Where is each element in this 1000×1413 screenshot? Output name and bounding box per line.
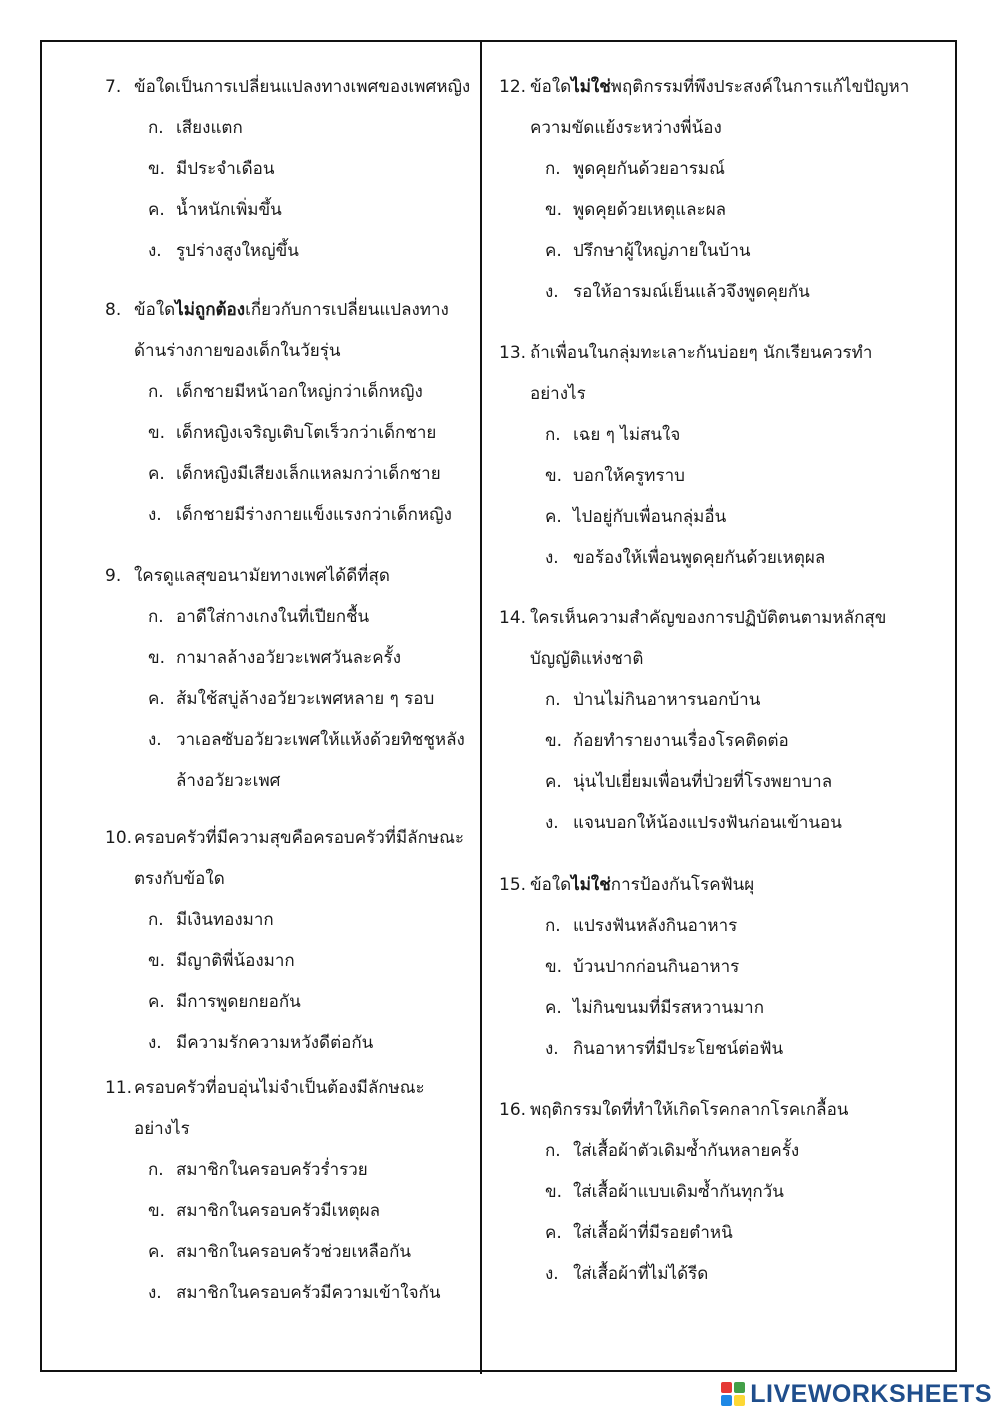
question-text: ข้อใดเป็นการเปลี่ยนแปลงทางเพศของเพศหญิง (134, 77, 471, 97)
question-text: ข้อใด (530, 77, 572, 97)
option-text: เด็กหญิงมีเสียงเล็กแหลมกว่าเด็กชาย (176, 464, 441, 484)
question-8 (105, 290, 449, 331)
question-number: 15. (499, 875, 527, 895)
answer-option[interactable] (545, 1254, 709, 1295)
answer-option[interactable] (545, 272, 810, 313)
option-text: ป่านไม่กินอาหารนอกบ้าน (573, 690, 761, 710)
question-12 (499, 67, 909, 108)
question-11 (105, 1068, 425, 1109)
question-text-continued: ด้านร่างกายของเด็กในวัยรุ่น (134, 341, 341, 361)
question-number: 13. (499, 343, 527, 363)
option-label: ง. (545, 282, 559, 302)
question-emphasis: ไม่ใช่ (571, 875, 611, 895)
question-text: ถ้าเพื่อนในกลุ่มทะเลาะกันบ่อยๆ นักเรียนควรทำ (530, 343, 873, 363)
option-label: ก. (545, 690, 561, 710)
option-label: ค. (148, 992, 165, 1012)
option-text: สมาชิกในครอบครัวมีความเข้าใจกัน (176, 1283, 441, 1303)
option-text: รอให้อารมณ์เย็นแล้วจึงพูดคุยกัน (573, 282, 810, 302)
answer-option[interactable] (148, 454, 441, 495)
option-label: ค. (545, 1223, 562, 1243)
answer-option[interactable] (148, 597, 370, 638)
option-label: ข. (545, 731, 563, 751)
liveworksheets-logo-icon (720, 1381, 746, 1407)
option-text: พูดคุยกันด้วยอารมณ์ (573, 159, 725, 179)
answer-option[interactable] (545, 803, 842, 844)
option-label: ง. (148, 730, 162, 750)
answer-option[interactable] (148, 495, 452, 536)
answer-option[interactable] (545, 1029, 784, 1070)
option-text: ปรึกษาผู้ใหญ่ภายในบ้าน (573, 241, 751, 261)
option-label: ค. (148, 200, 165, 220)
answer-option[interactable] (545, 538, 826, 579)
option-label: ก. (545, 1141, 561, 1161)
option-text: มีเงินทองมาก (176, 910, 274, 930)
option-text: ไปอยู่กับเพื่อนกลุ่มอื่น (573, 507, 727, 527)
option-text: มีความรักความหวังดีต่อกัน (176, 1033, 374, 1053)
answer-option[interactable] (545, 680, 761, 721)
question-text: ใครเห็นความสำคัญของการปฏิบัติตนตามหลักสุข (530, 608, 887, 628)
question-number: 16. (499, 1100, 527, 1120)
question-text-continued: อย่างไร (134, 1119, 190, 1139)
question-number: 11. (105, 1078, 133, 1098)
question-text-continued: อย่างไร (530, 384, 586, 404)
option-text: ใส่เสื้อผ้าที่ไม่ได้รีด (573, 1264, 709, 1284)
option-text: วาเอลซับอวัยวะเพศให้แห้งด้วยทิชชูหลัง (176, 730, 465, 750)
answer-option[interactable] (148, 108, 243, 149)
option-label: ก. (148, 382, 164, 402)
question-number: 7. (105, 77, 122, 97)
option-label: ง. (148, 241, 162, 261)
option-text: ไม่กินขนมที่มีรสหวานมาก (573, 998, 765, 1018)
option-text: เด็กชายมีหน้าอกใหญ่กว่าเด็กหญิง (176, 382, 423, 402)
option-label: ก. (545, 159, 561, 179)
question-text: ครอบครัวที่อบอุ่นไม่จำเป็นต้องมีลักษณะ (134, 1078, 425, 1098)
answer-option[interactable] (545, 231, 751, 272)
answer-option[interactable] (148, 720, 465, 761)
option-label: ข. (545, 1182, 563, 1202)
question-7 (105, 67, 470, 108)
option-label: ง. (545, 1264, 559, 1284)
question-number: 9. (105, 566, 122, 586)
question-14 (499, 598, 886, 639)
option-label: ข. (545, 957, 563, 977)
answer-option[interactable] (148, 1023, 374, 1064)
option-text-continued: ล้างอวัยวะเพศ (176, 771, 281, 791)
option-label: ก. (545, 916, 561, 936)
question-number: 12. (499, 77, 527, 97)
option-label: ค. (545, 998, 562, 1018)
question-text-continued: ตรงกับข้อใด (134, 869, 225, 889)
answer-option[interactable] (545, 1172, 784, 1213)
option-text: ใส่เสื้อผ้าตัวเดิมซ้ำกันหลายครั้ง (573, 1141, 800, 1161)
option-label: ง. (148, 1033, 162, 1053)
liveworksheets-logo (720, 1377, 992, 1411)
answer-option[interactable] (148, 372, 423, 413)
question-9 (105, 556, 390, 597)
option-label: ข. (148, 159, 166, 179)
answer-option[interactable] (545, 721, 789, 762)
option-label: ข. (148, 1201, 166, 1221)
option-label: ข. (545, 466, 563, 486)
option-text: มีญาติพี่น้องมาก (176, 951, 295, 971)
question-emphasis: ไม่ใช่ (571, 77, 611, 97)
option-text: กินอาหารที่มีประโยชน์ต่อฟัน (573, 1039, 784, 1059)
answer-option[interactable] (148, 231, 299, 272)
answer-option[interactable] (545, 190, 727, 231)
answer-option[interactable] (148, 900, 274, 941)
option-label: ค. (545, 241, 562, 261)
option-text: กามาลล้างอวัยวะเพศวันละครั้ง (176, 648, 401, 668)
answer-option[interactable] (148, 982, 301, 1023)
option-label: ก. (148, 607, 164, 627)
option-text: ใส่เสื้อผ้าแบบเดิมซ้ำกันทุกวัน (573, 1182, 784, 1202)
option-text: พูดคุยด้วยเหตุและผล (573, 200, 727, 220)
option-text: อาดีใส่กางเกงในที่เปียกชื้น (176, 607, 370, 627)
answer-option[interactable] (148, 638, 401, 679)
option-text: สมาชิกในครอบครัวช่วยเหลือกัน (176, 1242, 412, 1262)
answer-option[interactable] (545, 456, 685, 497)
option-label: ค. (545, 772, 562, 792)
question-text: พฤติกรรมที่พึงประสงค์ในการแก้ไขปัญหา (610, 77, 910, 97)
option-label: ก. (545, 425, 561, 445)
option-text: เฉย ๆ ไม่สนใจ (573, 425, 681, 445)
option-text: มีประจำเดือน (176, 159, 275, 179)
answer-option[interactable] (148, 1273, 441, 1314)
option-label: ง. (148, 505, 162, 525)
option-text: ส้มใช้สบู่ล้างอวัยวะเพศหลาย ๆ รอบ (176, 689, 435, 709)
option-text: เด็กหญิงเจริญเติบโตเร็วกว่าเด็กชาย (176, 423, 437, 443)
option-label: ข. (148, 648, 166, 668)
option-text: แจนบอกให้น้องแปรงฟันก่อนเข้านอน (573, 813, 842, 833)
option-label: ง. (545, 1039, 559, 1059)
option-label: ก. (148, 1160, 164, 1180)
question-text: เกี่ยวกับการเปลี่ยนแปลงทาง (245, 300, 449, 320)
question-text-continued: ความขัดแย้งระหว่างพี่น้อง (530, 118, 722, 138)
option-text: ใส่เสื้อผ้าที่มีรอยตำหนิ (573, 1223, 733, 1243)
answer-option[interactable] (545, 988, 765, 1029)
answer-option[interactable] (148, 1232, 412, 1273)
option-text: เด็กชายมีร่างกายแข็งแรงกว่าเด็กหญิง (176, 505, 452, 525)
option-label: ก. (148, 118, 164, 138)
answer-option[interactable] (148, 941, 295, 982)
question-number: 14. (499, 608, 527, 628)
answer-option[interactable] (545, 762, 833, 803)
column-divider (480, 40, 482, 1374)
answer-option[interactable] (545, 497, 727, 538)
answer-option[interactable] (148, 413, 437, 454)
option-label: ข. (148, 951, 166, 971)
option-label: ง. (545, 548, 559, 568)
question-text: ข้อใด (134, 300, 176, 320)
answer-option[interactable] (545, 947, 740, 988)
question-number: 10. (105, 828, 133, 848)
option-text: ขอร้องให้เพื่อนพูดคุยกันด้วยเหตุผล (573, 548, 826, 568)
option-text: มีการพูดยกยอกัน (176, 992, 301, 1012)
answer-option[interactable] (545, 906, 738, 947)
liveworksheets-logo-text: LIVEWORKSHEETS (750, 1379, 992, 1408)
question-text-continued: บัญญัติแห่งชาติ (530, 649, 644, 669)
answer-option[interactable] (545, 149, 725, 190)
question-text: การป้องกันโรคฟันผุ (610, 875, 755, 895)
question-text: พฤติกรรมใดที่ทำให้เกิดโรคกลากโรคเกลื้อน (530, 1100, 849, 1120)
option-label: ค. (148, 464, 165, 484)
option-label: ข. (545, 200, 563, 220)
option-text: บอกให้ครูทราบ (573, 466, 685, 486)
option-text: สมาชิกในครอบครัวมีเหตุผล (176, 1201, 381, 1221)
answer-option[interactable] (148, 679, 435, 720)
option-label: ข. (148, 423, 166, 443)
answer-option[interactable] (148, 190, 282, 231)
option-text: เสียงแตก (176, 118, 243, 138)
question-text: ครอบครัวที่มีความสุขคือครอบครัวที่มีลักษณะ (134, 828, 464, 848)
question-16 (499, 1090, 848, 1131)
question-15 (499, 865, 754, 906)
option-label: ง. (545, 813, 559, 833)
option-text: แปรงฟันหลังกินอาหาร (573, 916, 738, 936)
option-text: รูปร่างสูงใหญ่ขึ้น (176, 241, 299, 261)
option-label: ก. (148, 910, 164, 930)
option-text: นุ่นไปเยี่ยมเพื่อนที่ป่วยที่โรงพยาบาล (573, 772, 833, 792)
answer-option[interactable] (545, 1213, 733, 1254)
option-label: ค. (148, 1242, 165, 1262)
question-13 (499, 333, 872, 374)
option-text: สมาชิกในครอบครัวร่ำรวย (176, 1160, 368, 1180)
option-label: ค. (545, 507, 562, 527)
question-10 (105, 818, 464, 859)
answer-option[interactable] (545, 1131, 800, 1172)
question-text: ใครดูแลสุขอนามัยทางเพศได้ดีที่สุด (134, 566, 390, 586)
option-label: ค. (148, 689, 165, 709)
question-number: 8. (105, 300, 122, 320)
option-text: บ้วนปากก่อนกินอาหาร (573, 957, 740, 977)
question-emphasis: ไม่ถูกต้อง (175, 300, 246, 320)
option-text: ก้อยทำรายงานเรื่องโรคติดต่อ (573, 731, 789, 751)
answer-option[interactable] (148, 149, 275, 190)
question-text: ข้อใด (530, 875, 572, 895)
answer-option[interactable] (148, 1150, 368, 1191)
option-label: ง. (148, 1283, 162, 1303)
option-text: น้ำหนักเพิ่มขึ้น (176, 200, 282, 220)
answer-option[interactable] (545, 415, 681, 456)
answer-option[interactable] (148, 1191, 381, 1232)
